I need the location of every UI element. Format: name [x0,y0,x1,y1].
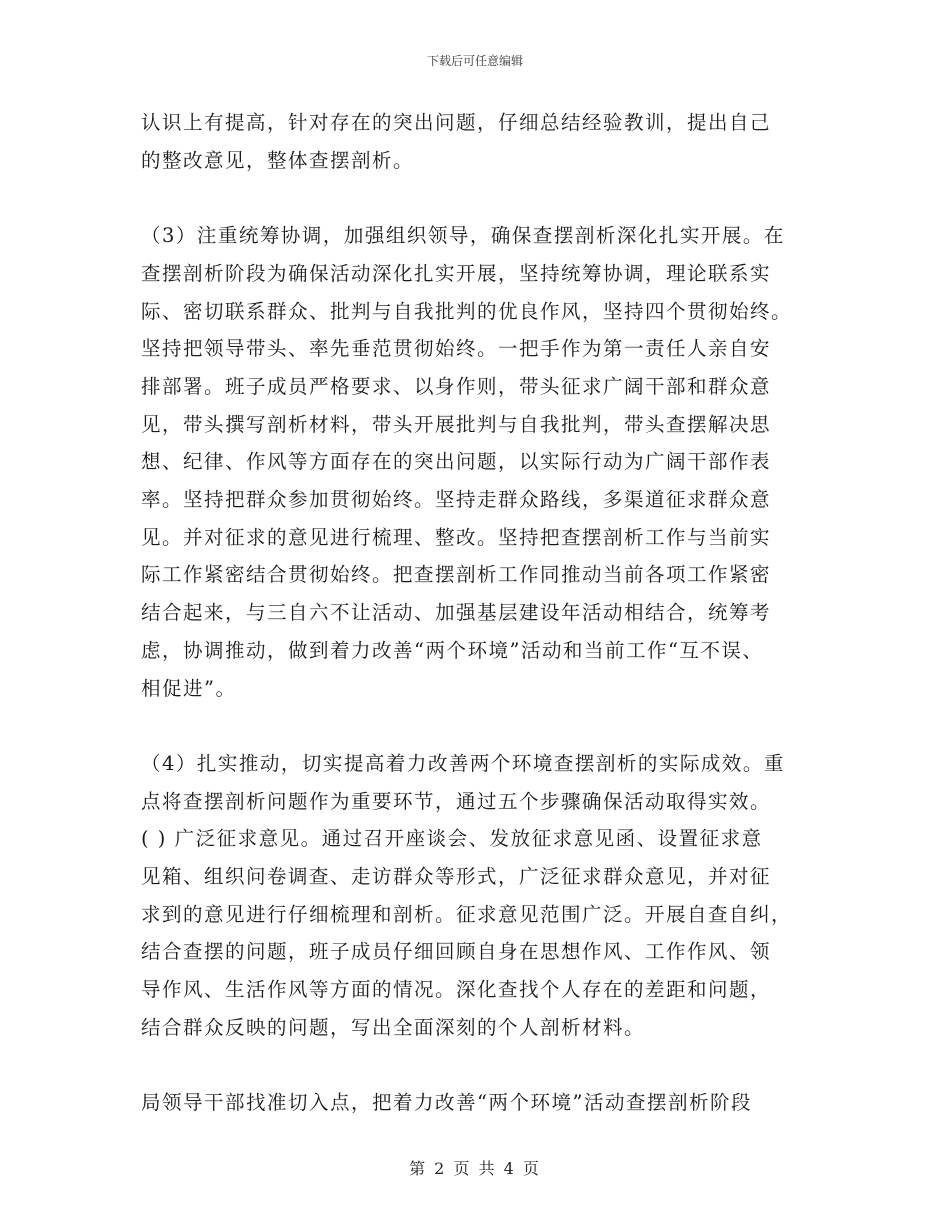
text-line: 虑，协调推动，做到着力改善“两个环境”活动和当前工作“互不误、 [141,638,764,662]
paragraph-gap [141,1047,811,1085]
text-line: 结合起来，与三自六不让活动、加强基层建设年活动相结合，统筹考 [141,601,772,625]
text-line: 局领导干部找准切入点，把着力改善“两个环境”活动查摆剖析阶段 [141,1091,752,1115]
text-line: 查摆剖析阶段为确保活动深化扎实开展，坚持统筹协调，理论联系实 [141,261,772,285]
text-line: 见箱、组织问卷调查、走访群众等形式，广泛征求群众意见，并对征 [141,865,772,889]
paragraph-3 [141,745,811,1047]
text-line: 求到的意见进行仔细梳理和剖析。征求意见范围广泛。开展自查自纠， [141,902,793,926]
text-line: 导作风、生活作风等方面的情况。深化查找个人存在的差距和问题， [141,978,772,1002]
text-line: 排部署。班子成员严格要求、以身作则，带头征求广阔干部和群众意 [141,374,772,398]
page-footer: 第 2 页 共 4 页 [409,1159,541,1178]
text-line: ( ) 广泛征求意见。通过召开座谈会、发放征求意见函、设置征求意 [141,827,763,851]
paragraph-gap [141,179,811,217]
text-line: 际、密切联系群众、批判与自我批判的优良作风，坚持四个贯彻始终。 [141,299,793,323]
page-header: 下载后可任意编辑 [426,54,523,68]
text-line: 认识上有提高，针对存在的突出问题，仔细总结经验教训，提出自己 [141,111,772,134]
text-line: 相促进”。 [141,676,237,700]
text-line: 结合查摆的问题，班子成员仔细回顾自身在思想作风、工作作风、领 [141,940,772,964]
paragraph-1 [141,104,811,179]
text-line: 想、纪律、作风等方面存在的突出问题，以实际行动为广阔干部作表 [141,450,772,474]
text-line: （4）扎实推动，切实提高着力改善两个环境查摆剖析的实际成效。重 [141,751,785,775]
text-line: 的整改意见，整体查摆剖析。 [141,148,415,172]
text-line: 坚持把领导带头、率先垂范贯彻始终。一把手作为第一责任人亲自安 [141,337,772,361]
document-body [141,104,811,1122]
text-line: 际工作紧密结合贯彻始终。把查摆剖析工作同推动当前各项工作紧密 [141,563,772,587]
paragraph-4 [141,1084,811,1122]
text-line: 见，带头撰写剖析材料，带头开展批判与自我批判，带头查摆解决思 [141,412,772,436]
text-line: 见。并对征求的意见进行梳理、整改。坚持把查摆剖析工作与当前实 [141,525,772,549]
paragraph-gap [141,707,811,745]
text-line: 率。坚持把群众参加贯彻始终。坚持走群众路线，多渠道征求群众意 [141,488,772,512]
text-line: （3）注重统筹协调，加强组织领导，确保查摆剖析深化扎实开展。在 [141,224,785,248]
text-line: 结合群众反映的问题，写出全面深刻的个人剖析材料。 [141,1015,646,1039]
text-line: 点将查摆剖析问题作为重要环节，通过五个步骤确保活动取得实效。 [141,789,772,813]
paragraph-2 [141,217,811,707]
